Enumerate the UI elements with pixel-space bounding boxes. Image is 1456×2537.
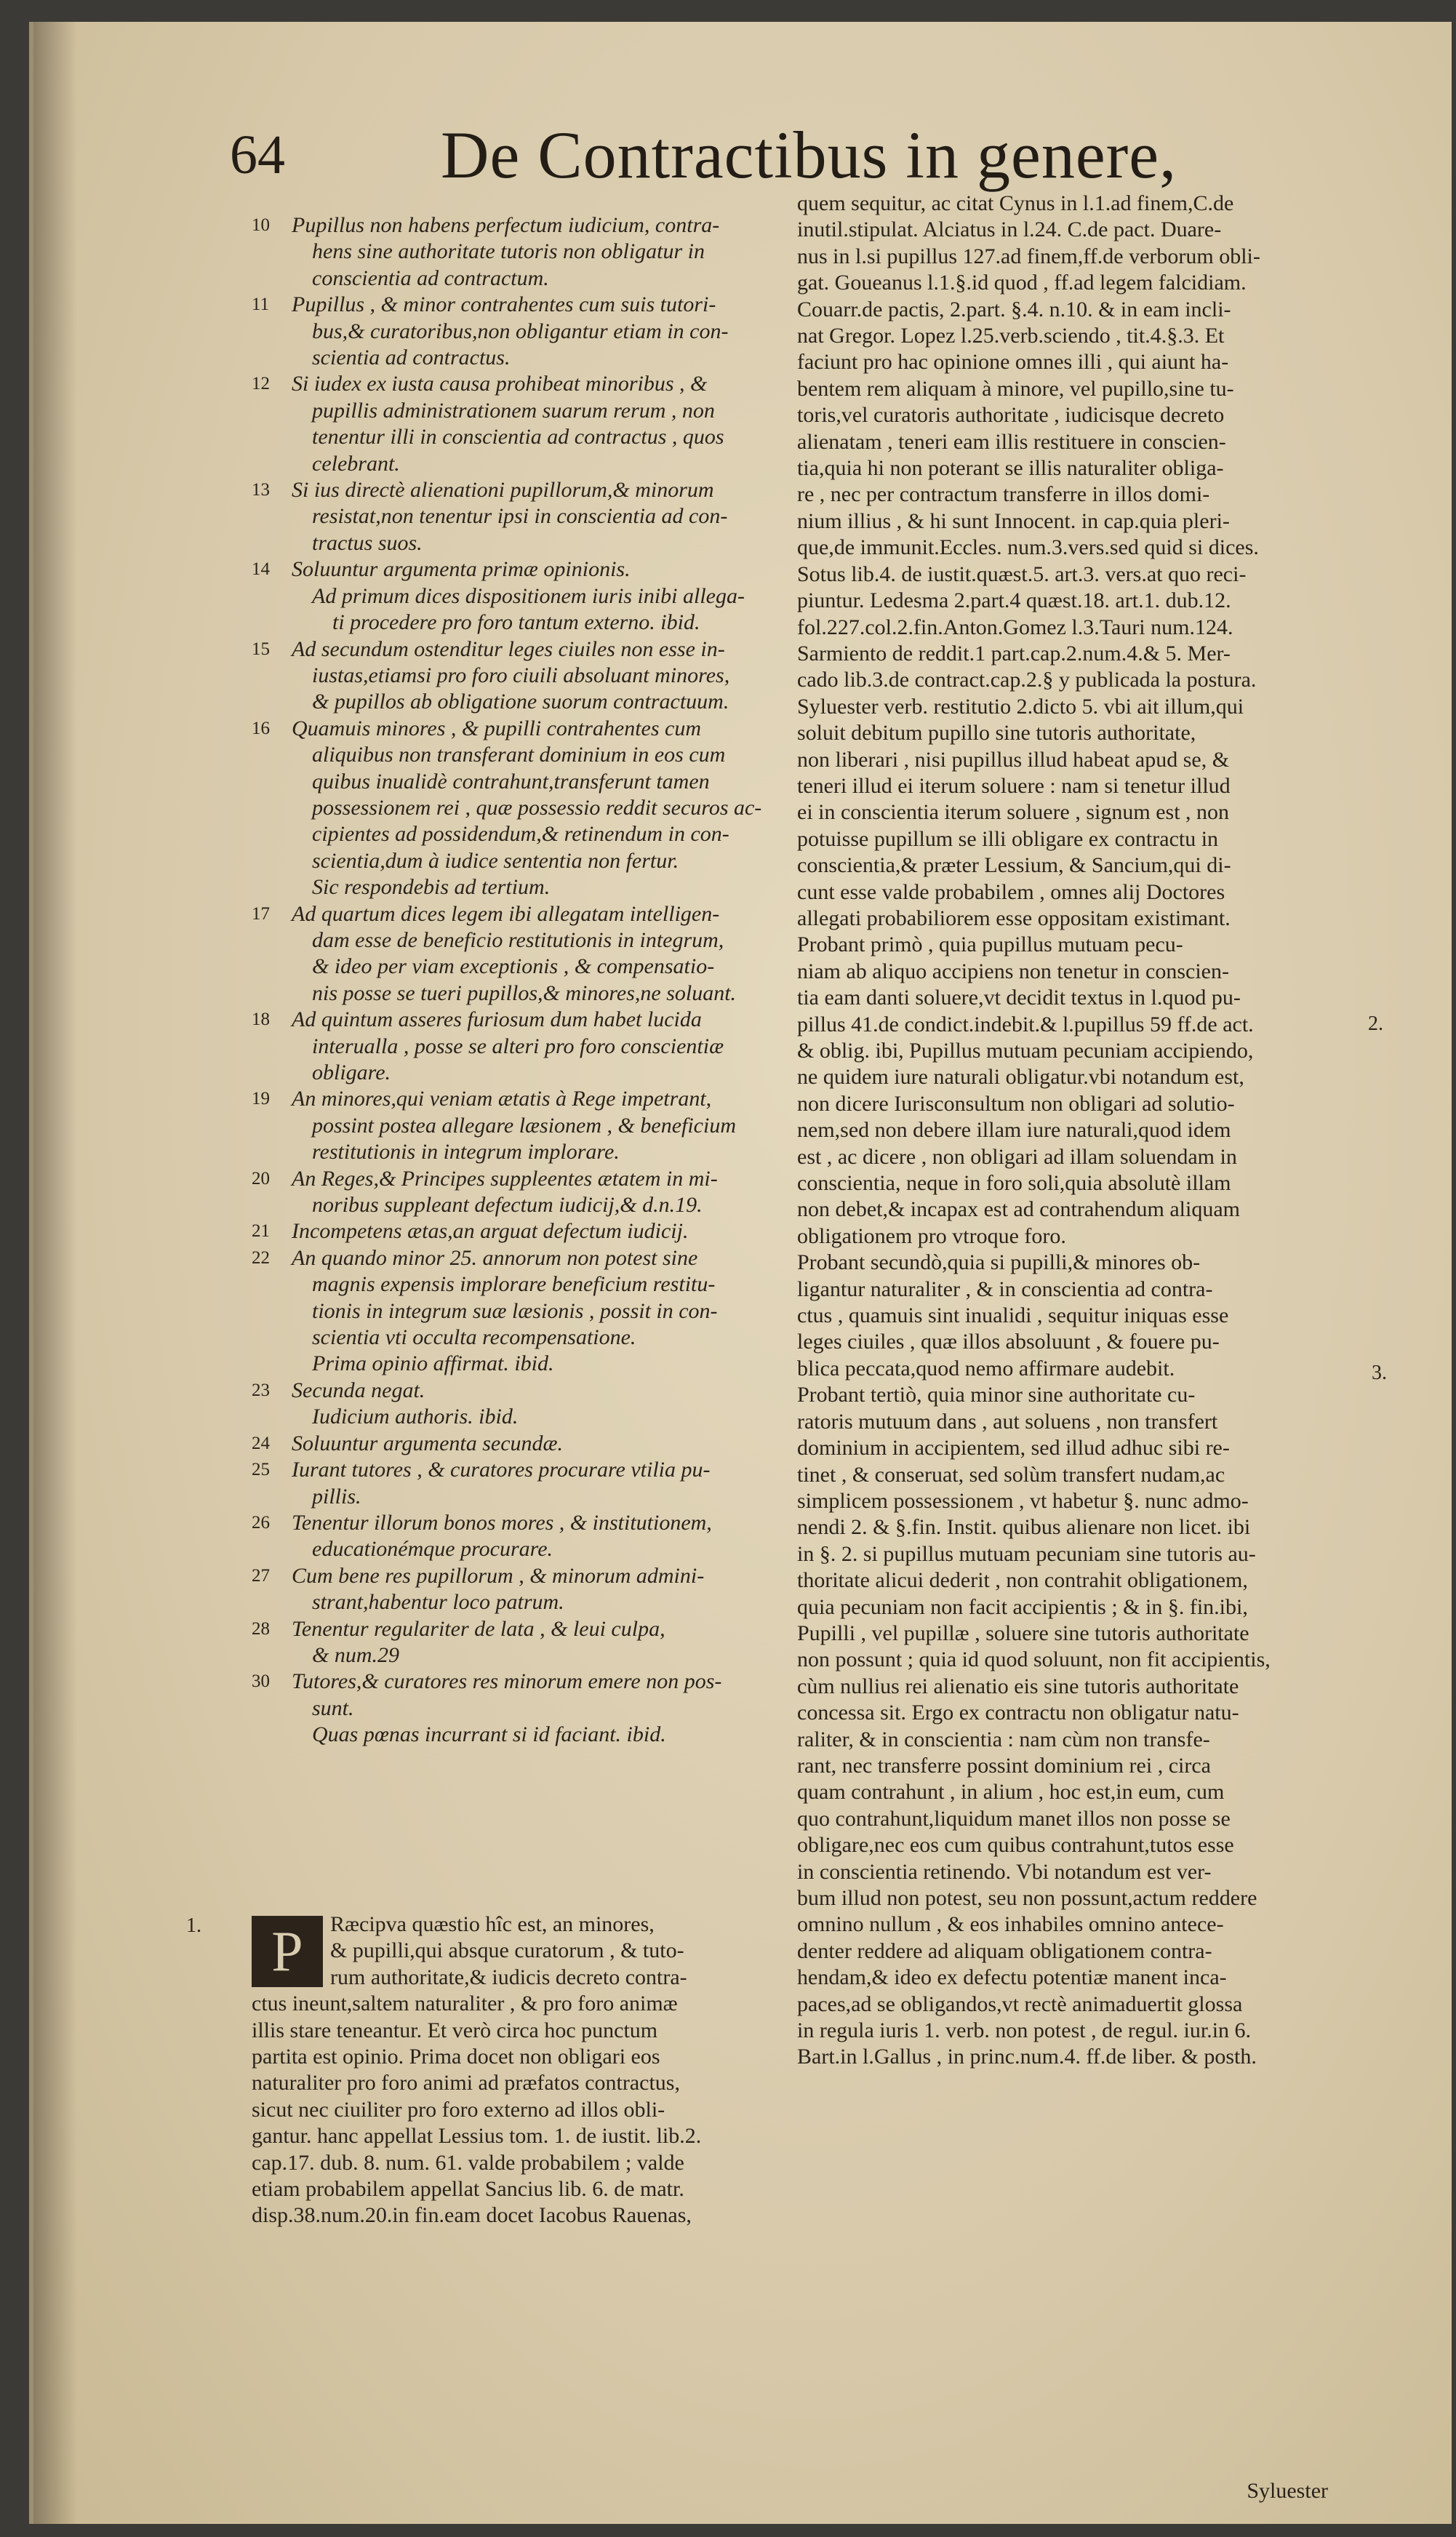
body-line: ne quidem iure naturali obligatur.vbi notandum est, <box>797 1065 1244 1090</box>
index-entry-line: & num.29 <box>312 1642 399 1667</box>
opening-line: Ræcipva quæstio hîc est, an minores, <box>330 1912 655 1936</box>
index-entry-number: 17 <box>252 903 270 924</box>
body-line: que,de immunit.Eccles. num.3.vers.sed quid si dices. <box>797 535 1259 560</box>
index-entry-line: quibus inualidè contrahunt,transferunt tamen <box>312 769 710 794</box>
body-line: re , nec per contractum transferre in illos domi- <box>797 482 1210 507</box>
body-line: Syluester verb. restitutio 2.dicto 5. vbi ait illum,qui <box>797 694 1244 719</box>
body-line: conscientia, neque in foro soli,quia absolutè illam <box>797 1171 1231 1196</box>
index-entry-line: An quando minor 25. annorum non potest sine <box>292 1245 698 1270</box>
index-entry-line: Tutores,& curatores res minorum emere non pos- <box>292 1669 722 1694</box>
index-entry-line: Secunda negat. <box>292 1378 425 1402</box>
catchword: Syluester <box>1247 2479 1328 2503</box>
body-line: thoritate alicui dederit , non contrahit obligationem, <box>797 1568 1248 1593</box>
body-line: non debet,& incapax est ad contrahendum aliquam <box>797 1197 1240 1222</box>
index-entry <box>252 1245 790 1351</box>
page-header <box>201 116 1364 192</box>
body-line: blica peccata,quod nemo affirmare audebit. <box>797 1356 1175 1381</box>
body-line: ligantur naturaliter , & in conscientia ad contra- <box>797 1277 1213 1301</box>
index-entry-line: & ideo per viam exceptionis , & compensatio- <box>312 954 715 979</box>
index-entry-line: Pupillus non habens perfectum iudicium, contra- <box>292 213 720 237</box>
margin-number-1: 1. <box>186 1914 201 1937</box>
index-entry-line: possessionem rei , quæ possessio reddit securos ac- <box>312 795 762 820</box>
book-page <box>29 22 1452 2524</box>
index-entry <box>252 1378 790 1404</box>
body-line: bum illud non potest, seu non possunt,actum reddere <box>797 1886 1257 1910</box>
body-line: Probant primò , quia pupillus mutuam pecu- <box>797 932 1183 957</box>
index-entry <box>252 212 790 292</box>
body-line: raliter, & in conscientia : nam cùm non transfe- <box>797 1727 1210 1751</box>
opening-line: etiam probabilem appellat Sancius lib. 6. de matr. <box>252 2177 684 2202</box>
body-line: toris,vel curatoris authoritate , iudicisque decreto <box>797 403 1225 428</box>
index-entry-line: Ad secundum ostenditur leges ciuiles non esse in- <box>292 636 725 661</box>
body-line: omnino nullum , & eos inhabiles omnino antece- <box>797 1912 1224 1937</box>
body-line: quem sequitur, ac citat Cynus in l.1.ad finem,C.de <box>797 191 1234 215</box>
body-line: tinet , & conseruat, sed solùm transfert nudam,ac <box>797 1462 1225 1487</box>
index-entry-line: Iurant tutores , & curatores procurare vtilia pu- <box>292 1458 711 1482</box>
index-entry-line: Cum bene res pupillorum , & minorum admini- <box>292 1563 705 1588</box>
index-entry-line: Soluuntur argumenta primæ opinionis. <box>292 557 631 582</box>
index-entry-line: Soluuntur argumenta secundæ. <box>292 1431 564 1455</box>
body-line: non dicere Iurisconsultum non obligari ad solutio- <box>797 1091 1235 1116</box>
body-line: fol.227.col.2.fin.Anton.Gomez l.3.Tauri num.124. <box>797 615 1233 639</box>
index-entry-number: 28 <box>252 1618 270 1639</box>
body-line: ei in conscientia iterum soluere , signum est , non <box>797 800 1230 825</box>
body-line: piuntur. Ledesma 2.part.4 quæst.18. art.1. dub.12. <box>797 588 1231 613</box>
running-title: De Contractibus in genere, <box>441 118 1177 192</box>
index-subentry: Ad primum dices dispositionem iuris inibi allega- <box>312 583 745 608</box>
index-entry-number: 23 <box>252 1380 270 1400</box>
index-subentry: ti procedere pro foro tantum externo. ibid. <box>332 610 700 635</box>
index-entry-line: Incompetens ætas,an arguat defectum iudicij. <box>292 1219 689 1244</box>
body-line: alienatam , teneri eam illis restituere in conscien- <box>797 429 1226 454</box>
index-entry-line: possint postea allegare læsionem , & beneficium <box>312 1113 736 1138</box>
index-entry-line: sunt. <box>312 1695 354 1720</box>
opening-paragraph-text <box>252 1911 790 2229</box>
index-entry-line: resistat,non tenentur ipsi in conscientia ad con- <box>312 504 728 529</box>
index-entry-line: & pupillos ab obligatione suorum contractuum. <box>312 690 729 714</box>
body-line: quo contrahunt,liquidum manet illos non posse se <box>797 1806 1231 1831</box>
body-line: bentem rem aliquam à minore, vel pupillo,sine tu- <box>797 376 1234 401</box>
page-number: 64 <box>230 124 285 185</box>
index-entry <box>252 1457 790 1510</box>
body-line: Pupilli , vel pupillæ , soluere sine tutoris authoritate <box>797 1621 1249 1645</box>
index-entry-line: cipientes ad possidendum,& retinendum in con- <box>312 822 729 847</box>
index-entry-number: 26 <box>252 1512 270 1533</box>
index-entry <box>252 1218 790 1244</box>
opening-line: cap.17. dub. 8. num. 61. valde probabilem ; valde <box>252 2150 684 2175</box>
index-entry <box>252 371 790 477</box>
body-line: paces,ad se obligandos,vt rectè animaduertit glossa <box>797 1991 1243 2016</box>
body-line: nus in l.si pupillus 127.ad finem,ff.de verborum obli- <box>797 244 1260 268</box>
index-subentry: Prima opinio affirmat. ibid. <box>312 1351 554 1376</box>
index-entry-line: Pupillus , & minor contrahentes cum suis tutori- <box>292 292 716 317</box>
index-entry-line: Tenentur regulariter de lata , & leui culpa, <box>292 1616 665 1641</box>
index-entry-line: Si iudex ex iusta causa prohibeat minoribus , & <box>292 372 708 396</box>
body-line: cunt esse valde probabilem , omnes alij Doctores <box>797 879 1225 904</box>
body-line: Sarmiento de reddit.1 part.cap.2.num.4.& 5. Mer- <box>797 641 1231 666</box>
index-entry <box>252 556 790 583</box>
margin-number-2: 2. <box>1368 1012 1383 1035</box>
index-entry-number: 24 <box>252 1433 270 1453</box>
body-line: nat Gregor. Lopez l.25.verb.sciendo , tit.4.§.3. Et <box>797 324 1225 348</box>
body-line: Sotus lib.4. de iustit.quæst.5. art.3. vers.at quo reci- <box>797 562 1247 586</box>
opening-line: sicut nec ciuiliter pro foro externo ad illos obli- <box>252 2097 665 2122</box>
body-line: obligare,nec eos cum quibus contrahunt,tutos esse <box>797 1833 1234 1858</box>
index-entry-line: iustas,etiamsi pro foro ciuili absoluant minores, <box>312 663 730 687</box>
index-entry-number: 15 <box>252 639 270 659</box>
index-entry-number: 22 <box>252 1247 270 1268</box>
index-entry-number: 30 <box>252 1671 270 1692</box>
index-entry-number: 10 <box>252 215 270 235</box>
body-line: pillus 41.de condict.indebit.& l.pupillus 59 ff.de act. <box>797 1012 1254 1036</box>
index-entry-line: magnis expensis implorare beneficium restitu- <box>312 1272 716 1297</box>
margin-number-3: 3. <box>1372 1362 1387 1384</box>
body-line: soluit debitum pupillo sine tutoris authoritate, <box>797 721 1196 746</box>
body-line: in conscientia retinendo. Vbi notandum est ver- <box>797 1859 1212 1884</box>
index-entry-line: tionis in integrum suæ læsionis , possit in con- <box>312 1298 718 1323</box>
body-line: tia eam danti soluere,vt decidit textus in l.quod pu- <box>797 986 1241 1010</box>
index-entry <box>252 1510 790 1563</box>
index-entry-line: scientia ad contractus. <box>312 345 511 370</box>
opening-line: & pupilli,qui absque curatorum , & tuto- <box>330 1938 684 1963</box>
body-line: dominium in accipientem, sed illud adhuc sibi re- <box>797 1436 1230 1461</box>
body-line: obligationem pro vtroque foro. <box>797 1223 1066 1248</box>
body-line: ratoris mutuum dans , aut soluens , non transfert <box>797 1409 1218 1434</box>
body-line: tia,quia hi non poterant se illis naturaliter obliga- <box>797 456 1224 481</box>
body-line: non liberari , nisi pupillus illud habeat apud se, & <box>797 747 1230 772</box>
index-entry <box>252 1616 790 1669</box>
body-line: nendi 2. & §.fin. Instit. quibus alienare non licet. ibi <box>797 1515 1251 1540</box>
opening-line: rum authoritate,& iudicis decreto contra- <box>330 1965 687 1989</box>
index-entry-line: pupillis administrationem suarum rerum , non <box>312 398 715 423</box>
body-line: gat. Goueanus l.1.§.id quod , ff.ad legem falcidiam. <box>797 271 1247 295</box>
body-line: quia pecuniam non facit accipientis ; & in §. fin.ibi, <box>797 1594 1248 1619</box>
body-line: Bart.in l.Gallus , in princ.num.4. ff.de liber. & posth. <box>797 2045 1257 2069</box>
index-entry-line: Tenentur illorum bonos mores , & institutionem, <box>292 1510 712 1535</box>
body-line: non possunt ; quia id quod soluunt, non fit accipientis, <box>797 1647 1271 1672</box>
index-entry <box>252 901 790 1007</box>
index-entry-line: celebrant. <box>312 451 400 476</box>
opening-line: gantur. hanc appellat Lessius tom. 1. de iustit. lib.2. <box>252 2124 702 2149</box>
index-entry <box>252 1166 790 1219</box>
body-line: leges ciuiles , quæ illos absoluunt , & fouere pu- <box>797 1330 1220 1354</box>
decorated-initial: P <box>252 1916 323 1987</box>
opening-line: partita est opinio. Prima docet non obligari eos <box>252 2045 660 2069</box>
index-entry-line: An minores,qui veniam ætatis à Rege impetrant, <box>292 1087 712 1111</box>
body-line: Couarr.de pactis, 2.part. §.4. n.10. & in eam incli- <box>797 297 1231 321</box>
index-entry-line: scientia,dum à iudice sententia non fertur. <box>312 848 679 873</box>
body-line: conscientia,& præter Lessium, & Sancium,qui di- <box>797 853 1231 878</box>
body-line: in §. 2. si pupillus mutuam pecuniam sine tutoris au- <box>797 1541 1256 1566</box>
index-entry-line: aliquibus non transferant dominium in eos cum <box>312 743 726 767</box>
index-entry-line: An Reges,& Principes suppleentes ætatem in mi- <box>292 1166 718 1191</box>
index-entry-line: tenentur illi in conscientia ad contractus , quos <box>312 425 724 450</box>
opening-line: disp.38.num.20.in fin.eam docet Iacobus Rauenas, <box>252 2203 692 2228</box>
index-entry <box>252 636 790 716</box>
opening-line: naturaliter pro foro animi ad præfatos contractus, <box>252 2071 680 2095</box>
index-entry-line: noribus suppleant defectum iudicij,& d.n.19. <box>312 1193 703 1218</box>
index-subentry: Sic respondebis ad tertium. <box>312 875 551 900</box>
opening-line: ctus ineunt,saltem naturaliter , & pro foro animæ <box>252 1991 678 2016</box>
body-line: simplicem possessionem , vt habetur §. nunc admo- <box>797 1488 1249 1513</box>
index-entry-number: 18 <box>252 1010 270 1030</box>
index-entry-line: obligare. <box>312 1060 391 1084</box>
index-entry-number: 19 <box>252 1089 270 1109</box>
body-line: nium illius , & hi sunt Innocent. in cap.quia pleri- <box>797 508 1230 533</box>
index-list <box>252 212 790 1749</box>
body-line: niam ab aliquo accipiens non tenetur in conscien- <box>797 959 1229 983</box>
opening-paragraph <box>252 1911 790 2229</box>
index-entry-number: 12 <box>252 374 270 394</box>
summary-index <box>252 212 790 1749</box>
index-entry <box>252 1669 790 1722</box>
index-entry-line: hens sine authoritate tutoris non obligatur in <box>312 239 705 264</box>
index-entry <box>252 1431 790 1457</box>
index-entry-line: Quamuis minores , & pupilli contrahentes cum <box>292 716 702 740</box>
right-column <box>797 191 1350 2071</box>
body-line: denter reddere ad aliquam obligationem contra- <box>797 1938 1212 1963</box>
body-line: concessa sit. Ergo ex contractu non obligatur natu- <box>797 1701 1239 1725</box>
index-entry-number: 13 <box>252 480 270 500</box>
body-line: Probant secundò,quia si pupilli,& minores ob- <box>797 1250 1201 1275</box>
body-line: potuisse pupillum se illi obligare ex contractu in <box>797 826 1219 851</box>
index-entry-line: Si ius directè alienationi pupillorum,& minorum <box>292 478 714 503</box>
index-subentry: Iudicium authoris. ibid. <box>312 1405 519 1429</box>
body-line: & oblig. ibi, Pupillus mutuam pecuniam accipiendo, <box>797 1039 1254 1063</box>
index-entry-number: 14 <box>252 559 270 580</box>
index-entry <box>252 1086 790 1165</box>
index-entry-number: 27 <box>252 1565 270 1586</box>
index-entry-line: nis posse se tueri pupillos,& minores,ne soluant. <box>312 980 737 1005</box>
body-line: Probant tertiò, quia minor sine authoritate cu- <box>797 1383 1196 1407</box>
index-entry-line: Ad quintum asseres furiosum dum habet lucida <box>292 1007 702 1032</box>
index-entry-number: 11 <box>252 295 270 315</box>
index-entry-line: tractus suos. <box>312 530 423 555</box>
body-line: in regula iuris 1. verb. non potest , de regul. iur.in 6. <box>797 2018 1252 2043</box>
index-entry <box>252 1007 790 1086</box>
index-subentry: Quas pœnas incurrant si id faciant. ibid. <box>312 1722 666 1747</box>
index-entry-line: educationémque procurare. <box>312 1537 553 1562</box>
index-entry-number: 20 <box>252 1168 270 1188</box>
index-entry <box>252 292 790 371</box>
index-entry <box>252 716 790 874</box>
index-entry-line: pillis. <box>312 1484 361 1509</box>
index-entry-line: conscientia ad contractum. <box>312 265 549 290</box>
index-entry-line: restitutionis in integrum implorare. <box>312 1140 620 1164</box>
body-line: cado lib.3.de contract.cap.2.§ y publicada la postura. <box>797 668 1257 692</box>
body-line: hendam,& ideo ex defectu potentiæ manent inca- <box>797 1965 1227 1990</box>
index-entry <box>252 477 790 556</box>
gutter-shadow <box>33 22 77 2524</box>
index-entry-number: 21 <box>252 1221 270 1242</box>
body-line: inutil.stipulat. Alciatus in l.24. C.de pact. Duare- <box>797 217 1222 242</box>
body-line: est , ac dicere , non obligari ad illam soluendam in <box>797 1144 1237 1169</box>
body-line: nem,sed non debere illam iure naturali,quod idem <box>797 1118 1231 1143</box>
index-entry-line: interualla , posse se alteri pro foro conscientiæ <box>312 1034 724 1058</box>
body-line: teneri illud ei iterum soluere : nam si tenetur illud <box>797 773 1231 798</box>
opening-line: illis stare teneantur. Et verò circa hoc punctum <box>252 2018 658 2042</box>
body-line: ctus , quamuis sint inualidi , sequitur iniquas esse <box>797 1303 1229 1328</box>
index-entry-number: 16 <box>252 718 270 738</box>
index-entry <box>252 1563 790 1616</box>
index-entry-number: 25 <box>252 1460 270 1480</box>
body-line: rant, nec transferre possint dominium rei , circa <box>797 1753 1211 1778</box>
index-entry-line: scientia vti occulta recompensatione. <box>312 1325 636 1350</box>
index-entry-line: strant,habentur loco patrum. <box>312 1590 564 1615</box>
index-entry-line: Ad quartum dices legem ibi allegatam intelligen- <box>292 901 720 926</box>
body-line: cùm nullius rei alienatio eis sine tutoris authoritate <box>797 1674 1239 1698</box>
index-entry-line: dam esse de beneficio restitutionis in integrum, <box>312 927 724 952</box>
body-line: faciunt pro hac opinione omnes illi , qui aiunt ha- <box>797 350 1229 375</box>
body-line: allegati probabiliorem esse oppositam existimant. <box>797 906 1231 930</box>
index-entry-line: bus,& curatoribus,non obligantur etiam in con- <box>312 319 729 343</box>
body-line: quam contrahunt , in alium , hoc est,in eum, cum <box>797 1780 1225 1805</box>
